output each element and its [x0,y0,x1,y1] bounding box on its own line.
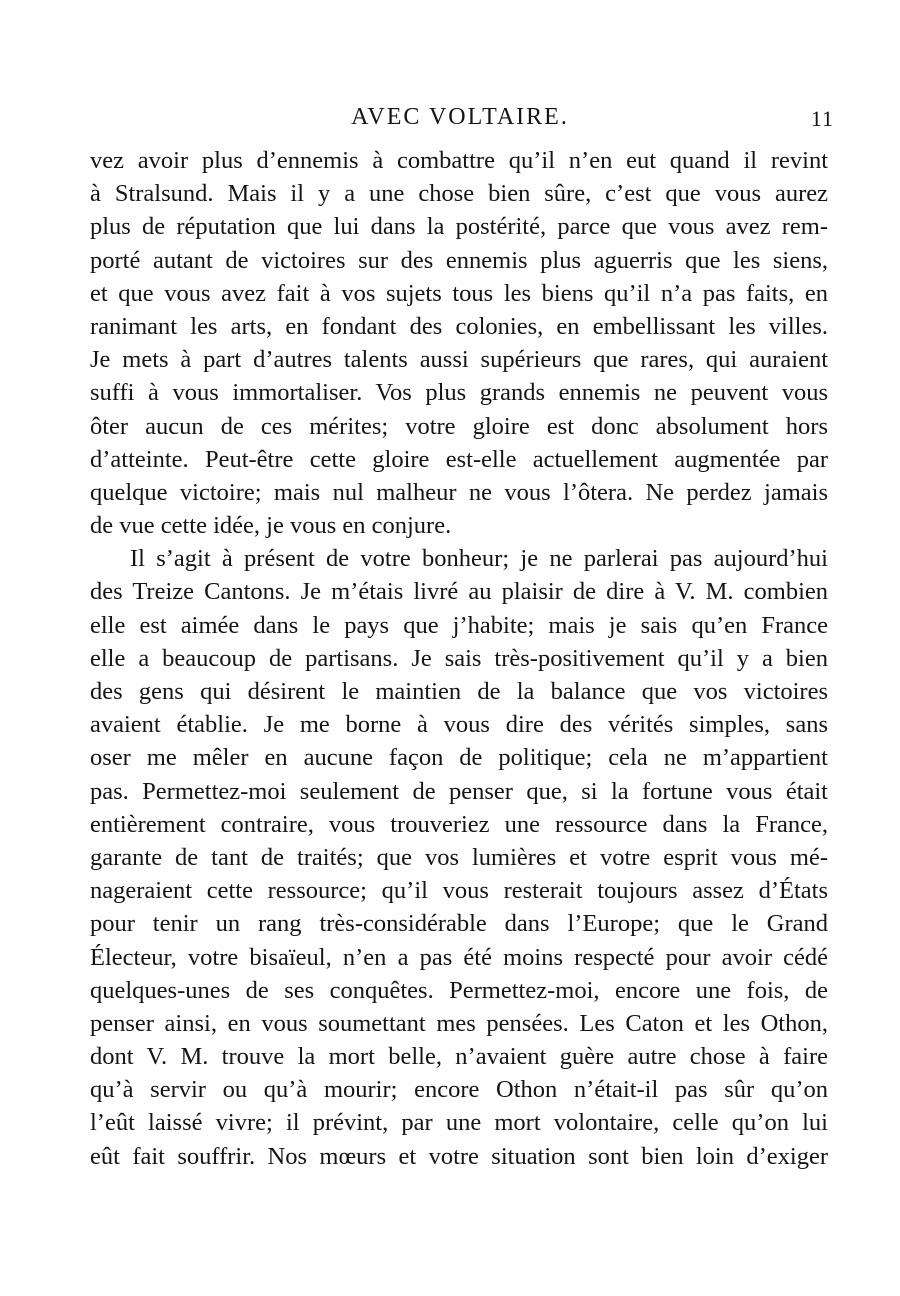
text-line: pour tenir un rang très-considérable dans l’Europe; que le Grand [90,910,828,938]
text-line: Je mets à part d’autres talents aussi supérieurs que rares, qui auraient [90,346,828,374]
text-line: et que vous avez fait à vos sujets tous les biens qu’il n’a pas faits, en [90,279,828,307]
text-line: à Stralsund. Mais il y a une chose bien sûre, c’est que vous aurez [90,180,828,208]
text-line: entièrement contraire, vous trouveriez une ressource dans la France, [90,810,828,838]
body-text [90,144,828,1173]
text-line: qu’à servir ou qu’à mourir; encore Othon n’était-il pas sûr qu’on [90,1076,828,1104]
paragraph-1 [90,144,828,542]
text-line: elle a beaucoup de partisans. Je sais très-positivement qu’il y a bien [90,644,828,672]
page-number: 11 [810,106,834,131]
text-line: ôter aucun de ces mérites; votre gloire est donc absolument hors [90,412,828,440]
text-line: l’eût laissé vivre; il prévint, par une mort volontaire, celle qu’on lui [90,1109,828,1137]
text-line: des Treize Cantons. Je m’étais livré au plaisir de dire à V. M. combien [90,578,828,606]
text-line: suffi à vous immortaliser. Vos plus grands ennemis ne peuvent vous [90,379,828,407]
text-line: d’atteinte. Peut-être cette gloire est-elle actuellement augmentée par [90,445,828,473]
text-line: Électeur, votre bisaïeul, n’en a pas été moins respecté pour avoir cédé [90,943,828,971]
text-line: Il s’agit à présent de votre bonheur; je ne parlerai pas aujourd’hui [130,545,828,573]
text-line: garante de tant de traités; que vos lumières et votre esprit vous mé- [90,843,828,871]
text-line: dont V. M. trouve la mort belle, n’avaient guère autre chose à faire [90,1043,828,1071]
text-line: de vue cette idée, je vous en conjure. [90,512,452,540]
text-line: quelques-unes de ses conquêtes. Permettez-moi, encore une fois, de [90,976,828,1004]
text-line: avaient établie. Je me borne à vous dire des vérités simples, sans [90,711,828,739]
text-line: penser ainsi, en vous soumettant mes pensées. Les Caton et les Othon, [90,1009,828,1037]
text-line: oser me mêler en aucune façon de politique; cela ne m’appartient [90,744,828,772]
text-line: pas. Permettez-moi seulement de penser que, si la fortune vous était [90,777,828,805]
text-line: eût fait souffrir. Nos mœurs et votre situation sont bien loin d’exiger [90,1142,828,1170]
paragraph-2 [90,542,828,1173]
text-line: quelque victoire; mais nul malheur ne vous l’ôtera. Ne perdez jamais [90,478,828,506]
text-line: porté autant de victoires sur des ennemis plus aguerris que les siens, [90,246,828,274]
text-line: ranimant les arts, en fondant des colonies, en embellissant les villes. [90,312,828,340]
text-line: des gens qui désirent le maintien de la balance que vos victoires [90,678,828,705]
text-line: elle est aimée dans le pays que j’habite; mais je sais qu’en France [90,611,828,639]
text-line: nageraient cette ressource; qu’il vous resterait toujours assez d’États [90,877,828,905]
running-head [90,104,834,134]
text-line: vez avoir plus d’ennemis à combattre qu’il n’en eut quand il revint [90,147,828,174]
running-title: AVEC VOLTAIRE. [351,104,569,130]
text-line: plus de réputation que lui dans la postérité, parce que vous avez rem- [90,213,828,241]
